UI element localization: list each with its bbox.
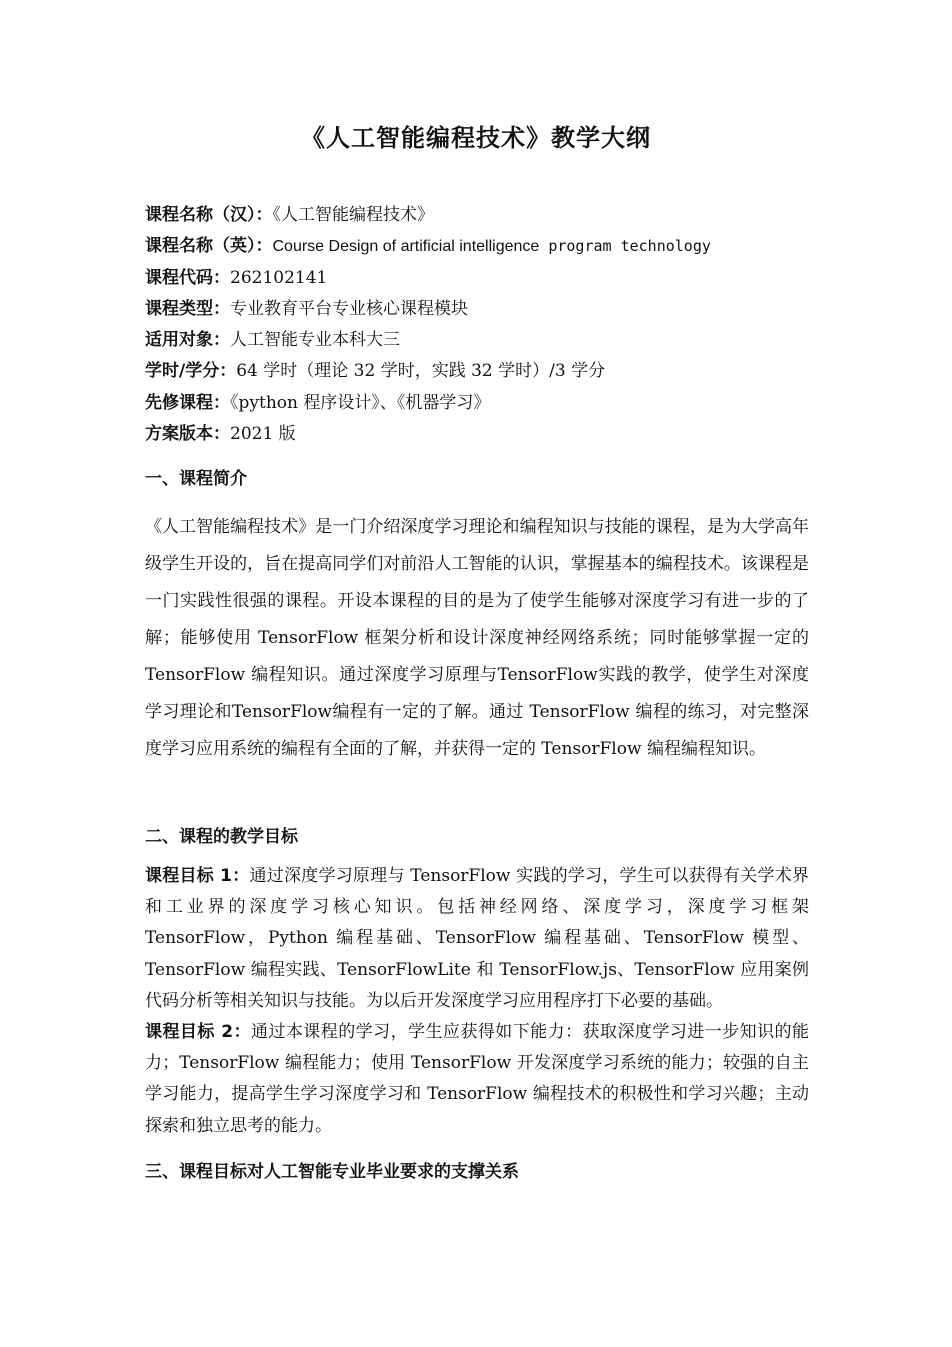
meta-key: 适用对象： — [145, 330, 230, 351]
meta-value-mono: program technology — [539, 237, 711, 256]
section-heading-intro: 一、课程简介 — [145, 469, 247, 489]
meta-value: 2021 版 — [230, 424, 296, 445]
meta-key: 方案版本： — [145, 424, 230, 445]
document-title: 《人工智能编程技术》教学大纲 — [301, 124, 651, 152]
meta-key: 先修课程： — [145, 392, 230, 413]
meta-key: 课程名称（汉）： — [145, 205, 273, 225]
goal-1-label: 课程目标 1： — [145, 866, 250, 886]
meta-row-hours — [145, 356, 815, 387]
meta-key: 课程代码： — [145, 267, 230, 288]
section-heading-support: 三、课程目标对人工智能专业毕业要求的支撑关系 — [145, 1162, 519, 1182]
meta-row-code — [145, 263, 815, 294]
section-body-goals — [145, 861, 809, 1142]
meta-value: 64 学时（理论 32 学时，实践 32 学时）/3 学分 — [236, 361, 606, 382]
meta-key: 学时/学分： — [145, 361, 237, 382]
meta-row-type — [145, 294, 815, 325]
course-meta — [145, 200, 815, 450]
meta-row-audience — [145, 325, 815, 356]
goal-2-label: 课程目标 2： — [145, 1022, 251, 1043]
meta-value: 人工智能专业本科大三 — [230, 330, 400, 351]
section-body-intro: 《人工智能编程技术》是一门介绍深度学习理论和编程知识与技能的课程，是为大学高年级学生开设的，旨在提高同学们对前沿人工智能的认识，掌握基本的编程技术。该课程是一门实践性很强的课程。开设本课程的目的是为了使学生能够对深度学习有进一步的了解；能够使用 TensorFlow 框架分析和设计深度神经网络系统；同时能够掌握一定的 TensorFlow 编程知识。通过深度学习原理与TensorFlow实践的教学，使学生对深度学习理论和TensorFlow编程有一定的了解。通过 TensorFlow 编程的练习，对完整深度学习应用系统的编程有全面的了解，并获得一定的 TensorFlow 编程编程知识。 — [145, 517, 809, 759]
meta-value: 《人工智能编程技术》 — [272, 205, 434, 225]
meta-value: Course Design of artificial intelligence — [272, 238, 540, 256]
meta-key: 课程名称（英）： — [145, 236, 273, 257]
goal-1-text: 通过深度学习原理与 TensorFlow 实践的学习，学生可以获得有关学术界和工业界的深度学习核心知识。包括神经网络、深度学习，深度学习框架 TensorFlow，Python 编程基础、TensorFlow 编程基础、TensorFlow 模型、TensorFlow 编程实践、TensorFlowLite 和 TensorFlow.js、TensorFlow 应用案例代码分析等相关知识与技能。为以后开发深度学习应用程序打下必要的基础。 — [145, 866, 809, 1011]
meta-key: 课程类型： — [145, 298, 230, 319]
goal-2-text: 通过本课程的学习，学生应获得如下能力：获取深度学习进一步知识的能力；TensorFlow 编程能力；使用 TensorFlow 开发深度学习系统的能力；较强的自主学习能力，提高学生学习深度学习和 TensorFlow 编程技术的积极性和学习兴趣；主动探索和独立思考的能力。 — [145, 1022, 810, 1136]
meta-value: 《python 程序设计》、《机器学习》 — [230, 392, 491, 413]
meta-row-name-en — [145, 231, 815, 262]
meta-row-name-cn — [145, 200, 815, 231]
meta-row-prerequisites — [145, 388, 815, 419]
meta-value: 262102141 — [230, 267, 328, 288]
meta-value: 专业教育平台专业核心课程模块 — [230, 298, 468, 319]
meta-row-version — [145, 419, 815, 450]
section-heading-goals: 二、课程的教学目标 — [145, 827, 298, 847]
